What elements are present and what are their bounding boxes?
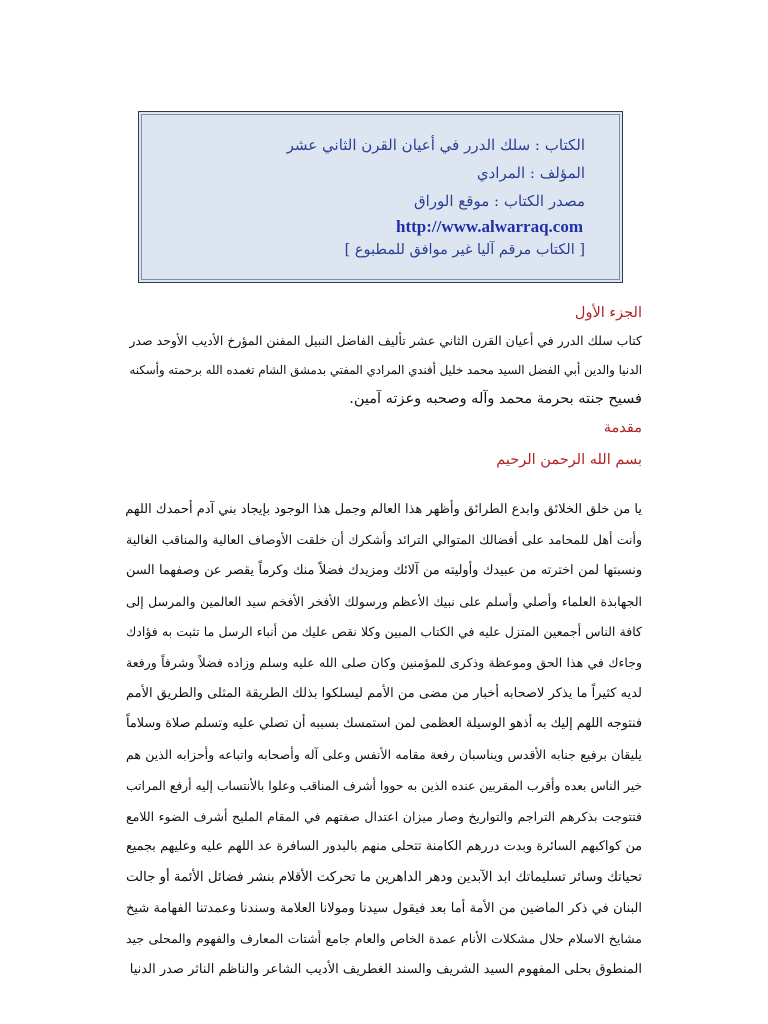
body-line: من كواكبهم السائرة وبدت دررهم الكامنة تتحلى منهم بالبدور السافرة عد اللهم عليه وعليهم بجميع <box>126 839 642 855</box>
body-line: الجهابذة العلماء وأصلي وأسلم على نبيك الأعظم ورسولك الأفخر الأفخم سيد العالمين والمرسل إلى <box>126 593 642 609</box>
body-paragraph <box>126 495 642 986</box>
body-line: وأنت أهل للمحامد على أفضالك المتوالي الترائد وأشكرك أن خلقت الأوصاف العالية والمناقب الغالية <box>126 532 642 548</box>
part-heading: الجزء الأول <box>574 305 642 321</box>
book-title-line: الكتاب : سلك الدرر في أعيان القرن الثاني عشر <box>286 136 585 154</box>
body-line: فنتوجه اللهم إليك به أذهو الوسيلة العظمى لمن استمسك بسببه أن تصلي عليه وتسلم صلاة وسلاماً <box>126 716 642 732</box>
author-line: المؤلف : المرادي <box>476 164 585 182</box>
intro-line: كتاب سلك الدرر في أعيان القرن الثاني عشر تأليف الفاضل النبيل المفنن المؤرخ الأديب الأوحد صدر <box>129 333 642 348</box>
body-line: مشايخ الاسلام حلال مشكلات الأنام عمدة الخاص والعام جامع أشتات المعارف والفهوم والمحلى جيد <box>126 931 642 947</box>
intro-paragraph <box>126 326 642 415</box>
source-line: مصدر الكتاب : موقع الوراق <box>414 192 585 210</box>
body-line: يا من خلق الخلائق وابدع الطرائق وأظهر هذا العالم وجمل هذا الوجود بإيجاد بني آدم أحمدك اللهم <box>125 501 642 517</box>
basmala: بسم الله الرحمن الرحيم <box>496 451 642 468</box>
intro-line: فسيح جنته بحرمة محمد وآله وصحبه وعزته آمين. <box>349 391 642 407</box>
numbering-note: [ الكتاب مرقم آليا غير موافق للمطبوع ] <box>344 242 585 258</box>
body-line: لديه كثيراً ما يذكر لاصحابه أخبار من مضى من الأمم ليسلكوا بذلك الطريقة المثلى والطريق الأمم <box>126 685 642 701</box>
body-line: وجاءك في هذا الحق وموعظة وذكرى للمؤمنين وكان صلى الله عليه وسلم وزاده فضلاً وشرفاً ورفعة <box>126 655 642 671</box>
intro-heading: مقدمة <box>603 419 642 436</box>
source-url-link[interactable]: http://www.alwarraq.com <box>396 217 583 236</box>
body-line: تحياتك وسائر تسليماتك ابد الآبدين ودهر الداهرين ما تحركت الأقلام بنشر فضائل الأئمة أو جالت <box>126 869 642 885</box>
body-line: يليقان برفيع جنابه الأقدس ويناسبان رفعة مقامه الأنفس وعلى آله وأصحابه واتباعه وأحزابه الذين هم <box>126 747 642 763</box>
body-line: ونسبتها لمن اخترته من عبيدك وأوليته من آلائك ومزيدك فضلاً منك وكرماً يقصر عن وصفهما السن <box>126 562 642 578</box>
body-line: المنطوق بحلى المفهوم السيد الشريف والسند الغطريف الأديب الشاعر والناظم الناثر صدر الدنيا <box>129 962 642 978</box>
body-line: خير الناس بعده وأقرب المقربين عنده الذين به حووا أشرف المناقب وعلوا بالأنتساب إليه أرفع المراتب <box>126 778 642 793</box>
body-line: فتتوجت بذكرهم التراجم والتواريخ وصار ميزان اعتدال صفتهم في المقام المليح أشرف الضوء اللامع <box>126 808 642 824</box>
body-line: كافة الناس أجمعين المتزل عليه في الكتاب المبين وكلا نقص عليك من أنباء الرسل ما تثبت به فؤادك <box>126 624 642 640</box>
book-info-box <box>138 111 623 283</box>
book-content <box>126 300 642 986</box>
book-info-inner <box>141 114 620 280</box>
body-line: البنان في ذكر الماضين من الأمة أما بعد فيقول سيدنا ومولانا العلامة وسندنا وعمدتنا الفهامة شيخ <box>126 900 642 916</box>
intro-line: الدنيا والدين أبي الفضل السيد محمد خليل أفندي المرادي المفتي بدمشق الشام تغمده الله برحمته وأسكنه <box>129 362 642 377</box>
